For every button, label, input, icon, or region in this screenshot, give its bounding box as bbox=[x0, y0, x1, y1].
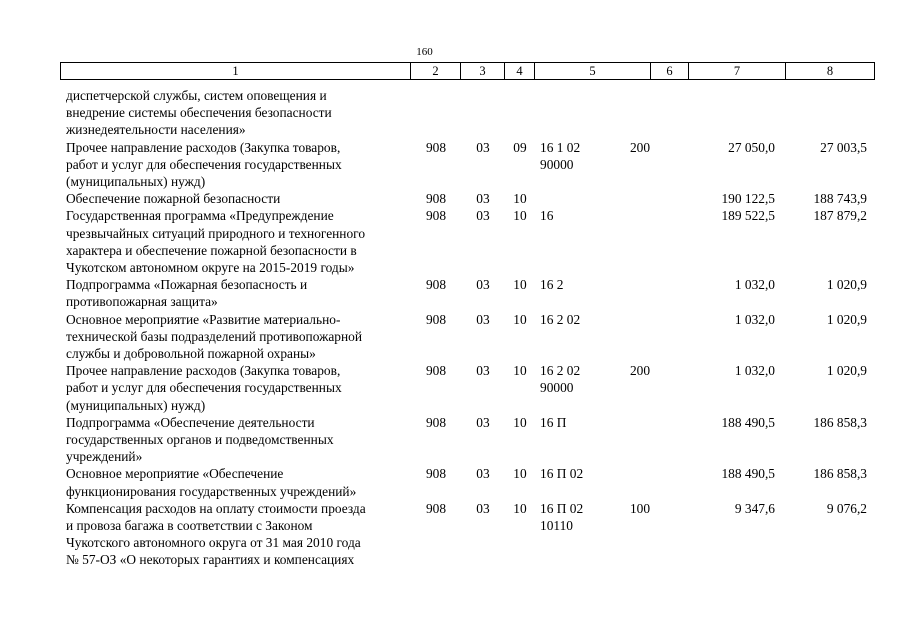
row-expense-type: 200 bbox=[629, 363, 651, 379]
row-name bbox=[66, 311, 411, 363]
row-expense-type: 200 bbox=[629, 139, 651, 155]
row-plan-amount: 9 347,6 bbox=[734, 500, 775, 516]
row-subsection: 10 bbox=[513, 363, 527, 379]
row-actual-amount: 9 076,2 bbox=[826, 500, 867, 516]
header-col-8: 8 bbox=[785, 63, 874, 79]
row-subsection: 10 bbox=[513, 500, 527, 516]
row-admin-code: 908 bbox=[425, 414, 447, 430]
row-target-article: 16 2 bbox=[540, 277, 564, 293]
row-subsection: 09 bbox=[513, 139, 527, 155]
row-target-article: 16 П 02 bbox=[540, 466, 584, 482]
row-name bbox=[66, 87, 411, 139]
row-name-line: технической базы подразделений противопожарной bbox=[66, 328, 362, 344]
row-name-line: чрезвычайных ситуаций природного и техногенного bbox=[66, 225, 366, 241]
table-row bbox=[66, 362, 876, 414]
row-admin-code: 908 bbox=[425, 139, 447, 155]
row-plan-amount: 27 050,0 bbox=[728, 139, 775, 155]
row-name-line: Обеспечение пожарной безопасности bbox=[66, 191, 281, 207]
row-target-article: 16 П bbox=[540, 414, 567, 430]
row-actual-amount: 1 020,9 bbox=[826, 363, 867, 379]
table-header bbox=[60, 62, 875, 80]
row-admin-code: 908 bbox=[425, 208, 447, 224]
row-name bbox=[66, 276, 411, 310]
row-name-line: учреждений» bbox=[66, 449, 143, 465]
row-name-line: Подпрограмма «Пожарная безопасность и bbox=[66, 277, 308, 293]
row-subsection: 10 bbox=[513, 277, 527, 293]
row-name-line: службы и добровольной пожарной охраны» bbox=[66, 346, 316, 362]
row-name-line: Прочее направление расходов (Закупка товаров, bbox=[66, 363, 341, 379]
row-name-line: (муниципальных) нужд) bbox=[66, 174, 206, 190]
row-subsection: 10 bbox=[513, 208, 527, 224]
row-name-line: Компенсация расходов на оплату стоимости проезда bbox=[66, 500, 366, 516]
row-target-article: 16 2 02 bbox=[540, 311, 581, 327]
header-col-1: 1 bbox=[232, 64, 239, 78]
table-row bbox=[66, 139, 876, 191]
row-plan-amount: 1 032,0 bbox=[734, 311, 775, 327]
row-admin-code: 908 bbox=[425, 466, 447, 482]
row-admin-code: 908 bbox=[425, 277, 447, 293]
row-section: 03 bbox=[476, 139, 490, 155]
row-actual-amount: 186 858,3 bbox=[813, 414, 867, 430]
row-section: 03 bbox=[476, 500, 490, 516]
row-target-article: 16 1 02 90000 bbox=[540, 139, 581, 172]
table-row bbox=[66, 311, 876, 363]
row-section: 03 bbox=[476, 208, 490, 224]
row-section: 03 bbox=[476, 191, 490, 207]
row-name bbox=[66, 465, 411, 499]
table-row bbox=[66, 207, 876, 276]
row-admin-code: 908 bbox=[425, 363, 447, 379]
row-section: 03 bbox=[476, 277, 490, 293]
header-col-2: 2 bbox=[410, 63, 460, 79]
row-subsection: 10 bbox=[513, 311, 527, 327]
row-plan-amount: 188 490,5 bbox=[721, 466, 775, 482]
row-section: 03 bbox=[476, 311, 490, 327]
row-actual-amount: 27 003,5 bbox=[820, 139, 867, 155]
row-name-line: Основное мероприятие «Обеспечение bbox=[66, 466, 284, 482]
row-name bbox=[66, 207, 411, 276]
row-name bbox=[66, 500, 411, 569]
header-col-5: 5 bbox=[534, 63, 650, 79]
header-col-4: 4 bbox=[504, 63, 534, 79]
row-target-article: 16 bbox=[540, 208, 554, 224]
table-row bbox=[66, 276, 876, 310]
row-name-line: и провоза багажа в соответствии с Законом bbox=[66, 518, 313, 534]
row-section: 03 bbox=[476, 466, 490, 482]
row-name bbox=[66, 414, 411, 466]
row-name-line: внедрение системы обеспечения безопасности bbox=[66, 105, 332, 121]
table-body bbox=[66, 87, 876, 569]
row-name bbox=[66, 362, 411, 414]
row-subsection: 10 bbox=[513, 414, 527, 430]
row-actual-amount: 1 020,9 bbox=[826, 311, 867, 327]
row-name-line: (муниципальных) нужд) bbox=[66, 397, 206, 413]
row-name-line: Государственная программа «Предупреждение bbox=[66, 208, 334, 224]
row-plan-amount: 189 522,5 bbox=[721, 208, 775, 224]
row-name-line: функционирования государственных учреждений» bbox=[66, 483, 357, 499]
row-section: 03 bbox=[476, 414, 490, 430]
table-row bbox=[66, 500, 876, 569]
row-name-line: Основное мероприятие «Развитие материально- bbox=[66, 311, 341, 327]
row-name-line: Чукотского автономного округа от 31 мая 2010 года bbox=[66, 535, 361, 551]
row-name-line: жизнедеятельности населения» bbox=[66, 122, 246, 138]
row-plan-amount: 190 122,5 bbox=[721, 191, 775, 207]
row-actual-amount: 188 743,9 bbox=[813, 191, 867, 207]
row-actual-amount: 1 020,9 bbox=[826, 277, 867, 293]
row-subsection: 10 bbox=[513, 466, 527, 482]
row-section: 03 bbox=[476, 363, 490, 379]
row-actual-amount: 187 879,2 bbox=[813, 208, 867, 224]
row-admin-code: 908 bbox=[425, 191, 447, 207]
table-row bbox=[66, 414, 876, 466]
row-name-line: работ и услуг для обеспечения государственных bbox=[66, 156, 342, 172]
row-name-line: Прочее направление расходов (Закупка товаров, bbox=[66, 139, 341, 155]
row-target-article: 16 2 02 90000 bbox=[540, 363, 581, 396]
header-col-3: 3 bbox=[460, 63, 504, 79]
row-expense-type: 100 bbox=[629, 500, 651, 516]
row-admin-code: 908 bbox=[425, 500, 447, 516]
row-name-line: государственных органов и подведомственных bbox=[66, 432, 334, 448]
row-plan-amount: 188 490,5 bbox=[721, 414, 775, 430]
row-name bbox=[66, 190, 411, 207]
page-number: 160 bbox=[416, 46, 433, 58]
row-name-line: Чукотском автономном округе на 2015-2019 годы» bbox=[66, 260, 355, 276]
row-admin-code: 908 bbox=[425, 311, 447, 327]
row-name bbox=[66, 139, 411, 191]
table-row bbox=[66, 465, 876, 499]
row-name-line: противопожарная защита» bbox=[66, 294, 218, 310]
row-plan-amount: 1 032,0 bbox=[734, 363, 775, 379]
table-row bbox=[66, 87, 876, 139]
header-col-6: 6 bbox=[650, 63, 688, 79]
row-name-line: Подпрограмма «Обеспечение деятельности bbox=[66, 414, 315, 430]
row-name-line: работ и услуг для обеспечения государственных bbox=[66, 380, 342, 396]
row-actual-amount: 186 858,3 bbox=[813, 466, 867, 482]
row-target-article: 16 П 02 10110 bbox=[540, 500, 584, 534]
header-col-7: 7 bbox=[688, 63, 785, 79]
table-row bbox=[66, 190, 876, 207]
row-name-line: характера и обеспечение пожарной безопасности в bbox=[66, 242, 357, 258]
row-name-line: диспетчерской службы, систем оповещения и bbox=[66, 88, 327, 103]
row-subsection: 10 bbox=[513, 191, 527, 207]
row-plan-amount: 1 032,0 bbox=[734, 277, 775, 293]
row-name-line: № 57-ОЗ «О некоторых гарантиях и компенсациях bbox=[66, 552, 355, 568]
